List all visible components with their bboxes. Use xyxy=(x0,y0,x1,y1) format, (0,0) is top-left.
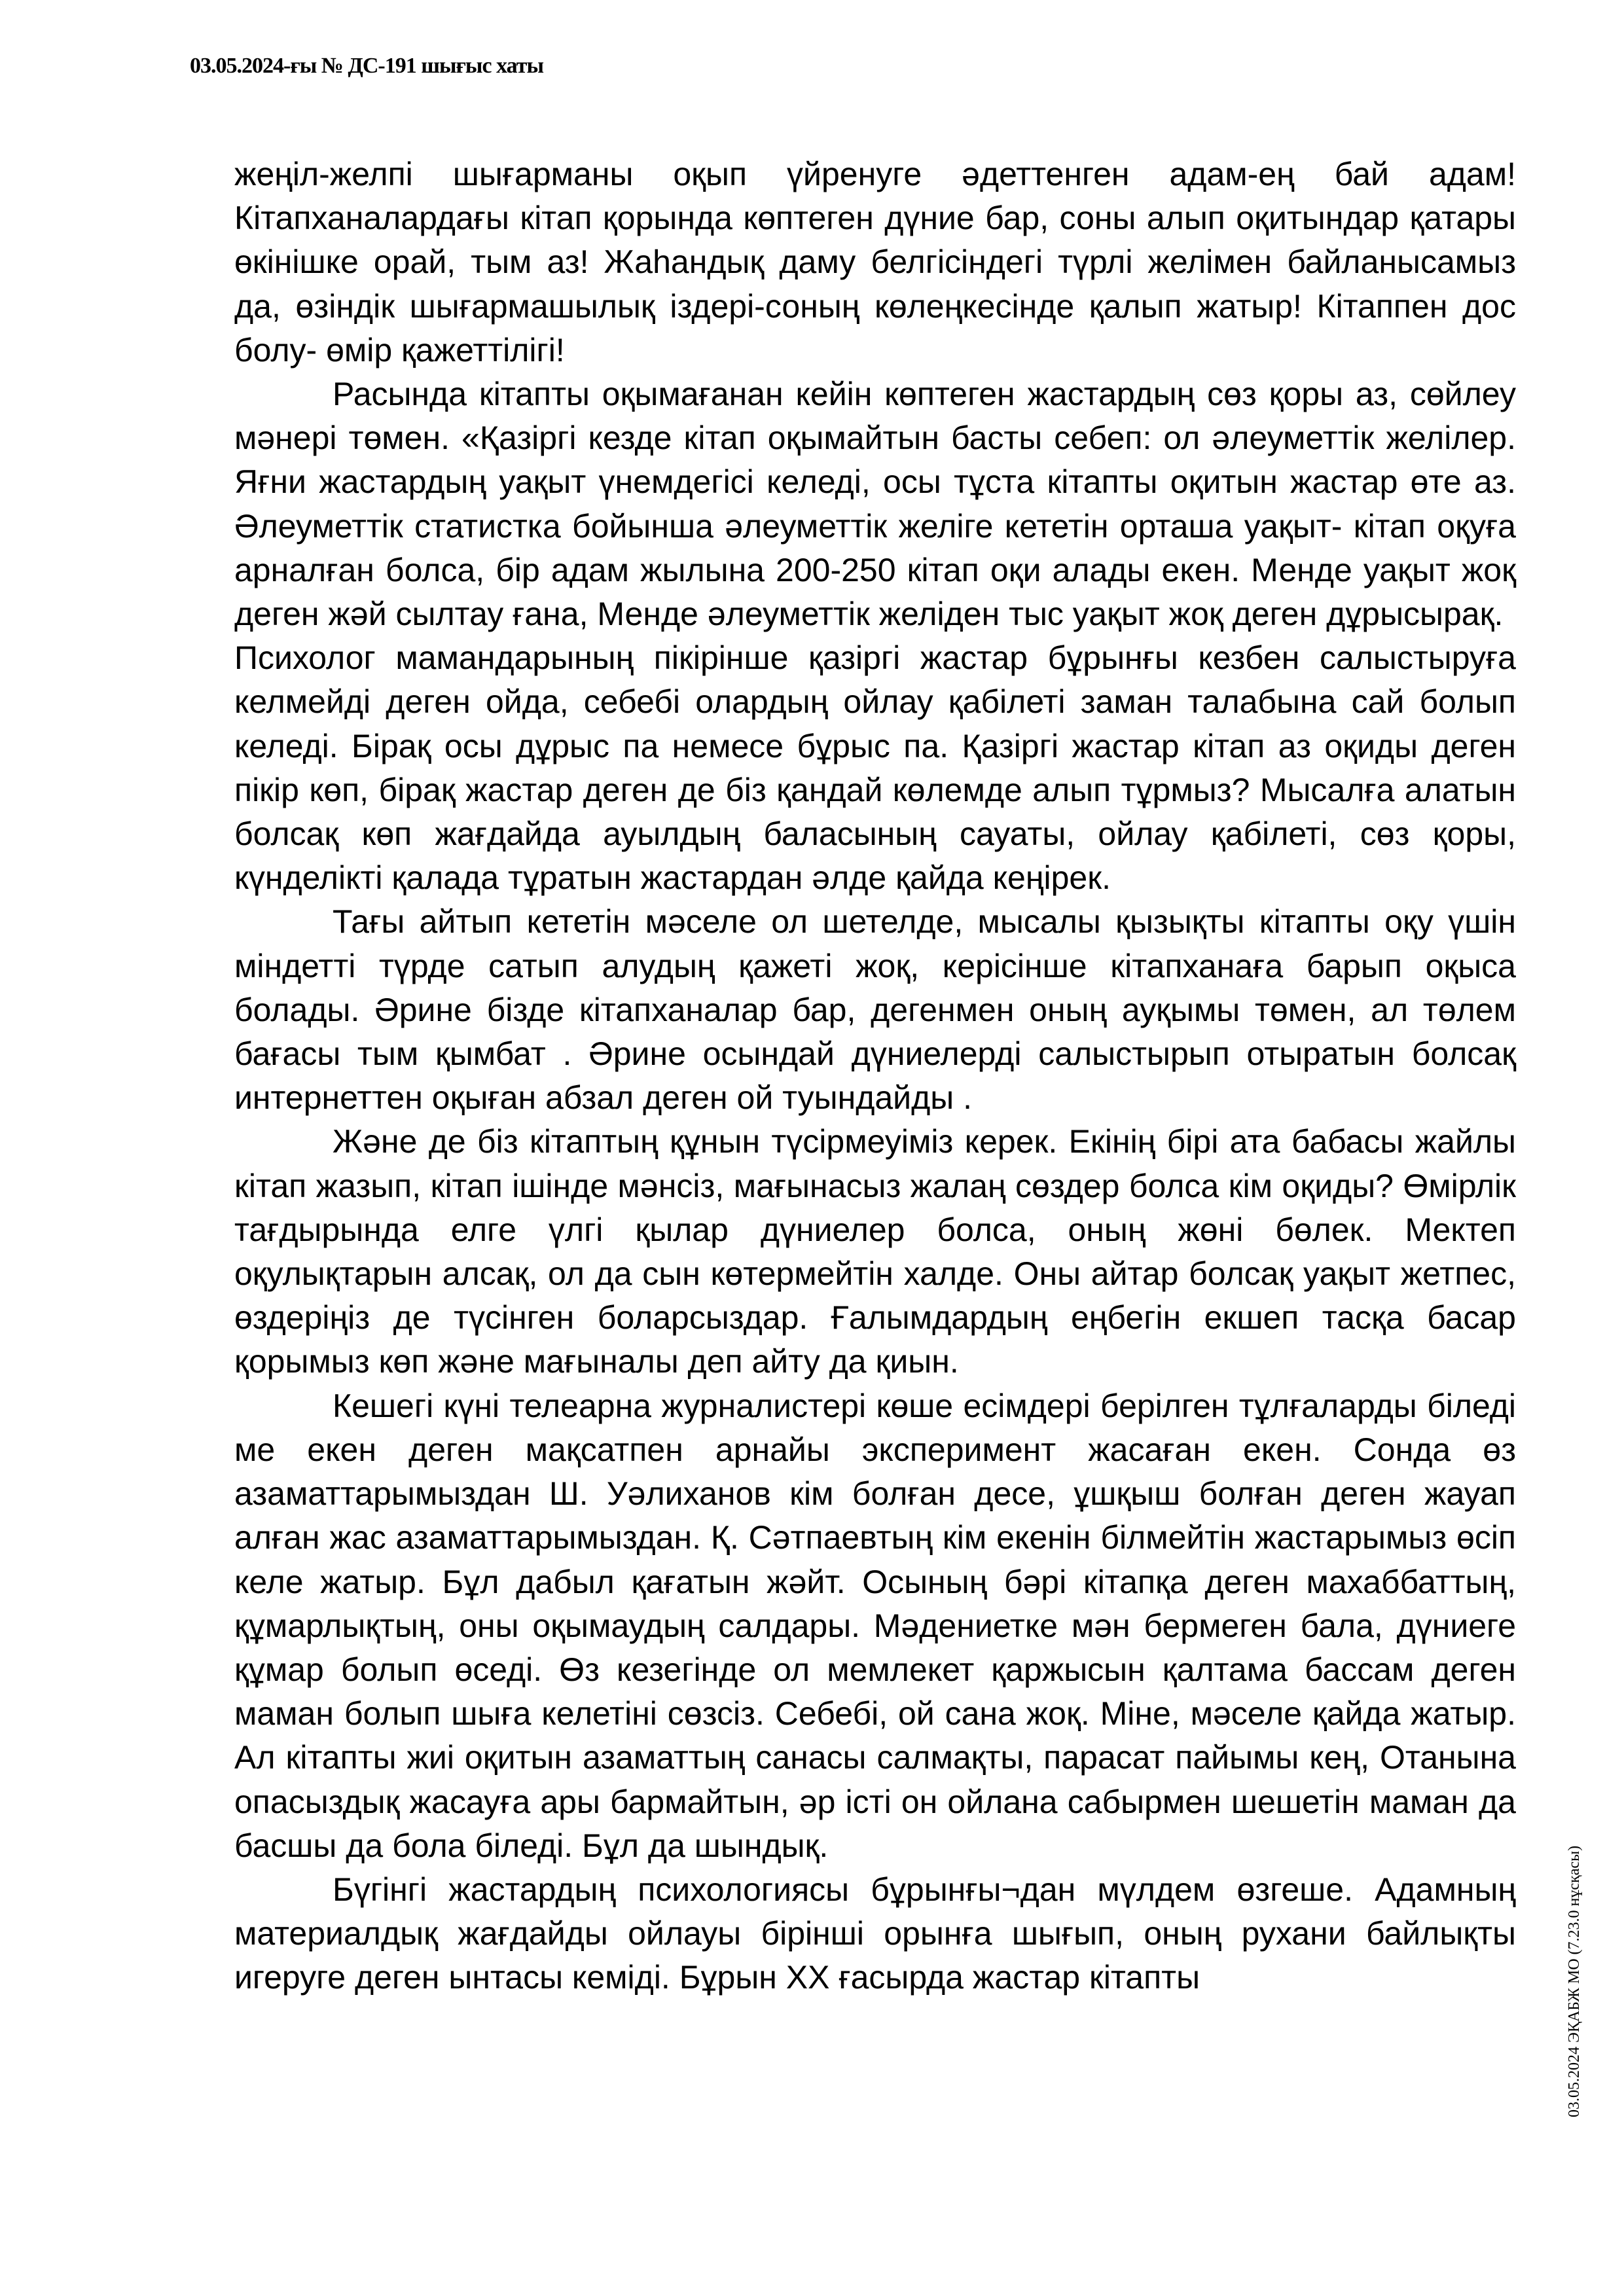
paragraph-5: Және де біз кітаптың құнын түсірмеуіміз керек. Екінің бірі ата бабасы жайлы кітап жазып, кітап ішінде мәнсіз, мағынасыз жалаң сөздер болса кім оқиды? Өмірлік тағдырында елге үлгі қылар дүниелер болса, оның жөні бөлек. Мектеп оқулықтарын алсақ, ол да сын көтермейтін халде. Оны айтар болсақ уақыт жетпес, өздеріңіз де түсінген боларсыздар. Ғалымдардың еңбегін екшеп тасқа басар қорымыз көп және мағыналы деп айту да қиын. xyxy=(234,1123,1516,1380)
paragraph-7: Бүгінгі жастардың психологиясы бұрынғы¬дан мүлдем өзгеше. Адамның материалдық жағдайды ойлауы бірінші орынға шығып, оның рухани байлықты игеруге деген ынтасы кеміді. Бұрын ХХ ғасырда жастар кітапты xyxy=(234,1871,1516,1996)
paragraph-2: Расында кітапты оқымағанан кейін көптеген жастардың сөз қоры аз, сөйлеу мәнері төмен. «Қазіргі кезде кітап оқымайтын басты себеп: ол әлеуметтік желілер. Яғни жастардың уақыт үнемдегісі келеді, осы тұста кітапты оқитын жастар өте аз. Әлеуметтік статистка бойынша әлеуметтік желіге кететін орташа уақыт- кітап оқуға арналған болса, бір адам жылына 200-250 кітап оқи алады екен. Менде уақыт жоқ деген жәй сылтау ғана, Менде әлеуметтік желіден тыс уақыт жоқ деген дұрысырақ. xyxy=(234,376,1516,633)
side-registration-stamp: 03.05.2024 ЭҚАБЖ МО (7.23.0 нұсқасы) xyxy=(1566,1845,1583,2117)
document-body xyxy=(234,152,1516,2000)
paragraph-6: Кешегі күні телеарна журналистері көше есімдері берілген тұлғаларды біледі ме екен деген мақсатпен арнайы эксперимент жасаған екен. Сонда өз азаматтарымыздан Ш. Уәлиханов кім болған десе, ұшқыш болған деген жауап алған жас азаматтарымыздан. Қ. Сәтпаевтың кім екенін білмейтін жастарымыз өсіп келе жатыр. Бұл дабыл қағатын жәйт. Осының бәрі кітапқа деген махаббаттың, құмарлықтың, оны оқымаудың салдары. Мәдениетке мән бермеген бала, дүниеге құмар болып өседі. Өз кезегінде ол мемлекет қаржысын қалтама бассам деген маман болып шыға келетіні сөзсіз. Себебі, ой сана жоқ. Міне, мәселе қайда жатыр. Ал кітапты жиі оқитын азаматтың санасы салмақты, парасат пайымы кең, Отанына опасыздық жасауға ары бармайтын, әр істі он ойлана сабырмен шешетін маман да басшы да бола біледі. Бұл да шындық. xyxy=(234,1387,1516,1864)
paragraph-3: Психолог мамандарының пікірінше қазіргі жастар бұрынғы кезбен салыстыруға келмейді деген ойда, себебі олардың ойлау қабілеті заман талабына сай болып келеді. Бірақ осы дұрыс па немесе бұрыс па. Қазіргі жастар кітап аз оқиды деген пікір көп, бірақ жастар деген де біз қандай көлемде алып тұрмыз? Мысалға алатын болсақ көп жағдайда ауылдың баласының сауаты, ойлау қабілеті, сөз қоры, күнделікті қалада тұратын жастардан әлде қайда кеңірек. xyxy=(234,639,1516,897)
paragraph-4: Тағы айтып кететін мәселе ол шетелде, мысалы қызықты кітапты оқу үшін міндетті түрде сатып алудың қажеті жоқ, керісінше кітапханаға барып оқыса болады. Әрине бізде кітапханалар бар, дегенмен оның ауқымы төмен, ал төлем бағасы тым қымбат . Әрине осындай дүниелерді салыстырып отыратын болсақ интернеттен оқыған абзал деген ой туындайды . xyxy=(234,903,1516,1117)
outgoing-letter-header: 03.05.2024-ғы № ДС-191 шығыс хаты xyxy=(190,54,543,78)
paragraph-1: жеңіл-желпі шығарманы оқып үйренуге әдеттенген адам-ең бай адам! Кітапханалардағы кітап қорында көптеген дүние бар, соны алып оқитындар қатары өкінішке орай, тым аз! Жаһандық даму белгісіндегі түрлі желімен байланысамыз да, өзіндік шығармашылық іздері-соның көлеңкесінде қалып жатыр! Кітаппен дос болу- өмір қажеттілігі! xyxy=(234,156,1516,368)
